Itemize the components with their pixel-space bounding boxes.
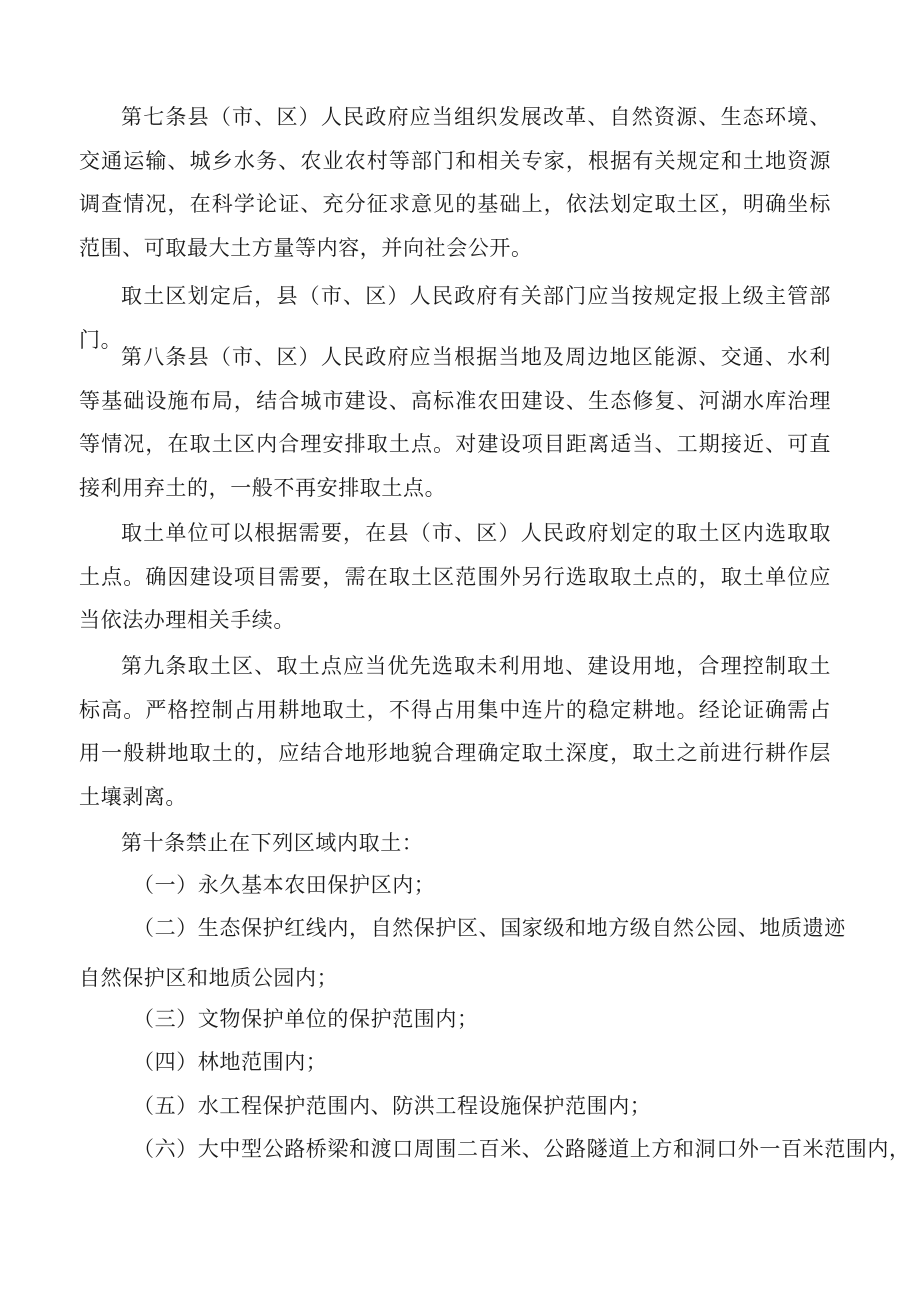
article-10-item-4 — [79, 1041, 839, 1085]
article-10-item-1 — [79, 864, 839, 908]
article-10-item-3 — [79, 998, 839, 1042]
list-item-text: （五）水工程保护范围内、防洪工程设施保护范围内； — [133, 1094, 652, 1118]
list-item-text: （一）永久基本农田保护区内； — [133, 873, 436, 897]
list-item-text: （三）文物保护单位的保护范围内； — [133, 1007, 479, 1031]
article-8-paragraph-1: 第八条县（市、区）人民政府应当根据当地及周边地区能源、交通、水利等基础设施布局，结合城市建设、高标准农田建设、生态修复、河湖水库治理等情况，在取土区内合理安排取土点。对建设项目距离适当、工期接近、可直接利用弃土的，一般不再安排取土点。 — [79, 345, 831, 501]
article-8-paragraph-2: 取土单位可以根据需要，在县（市、区）人民政府划定的取土区内选取取土点。确因建设项目需要，需在取土区范围外另行选取取土点的，取土单位应当依法办理相关手续。 — [79, 521, 831, 633]
article-7-paragraph-2: 取土区划定后，县（市、区）人民政府有关部门应当按规定报上级主管部门。 — [79, 284, 831, 352]
article-9-paragraph-1: 第九条取土区、取土点应当优先选取未利用地、建设用地，合理控制取土标高。严格控制占用耕地取土，不得占用集中连片的稳定耕地。经论证确需占用一般耕地取土的，应结合地形地貌合理确定取土深度，取土之前进行耕作层土壤剥离。 — [79, 654, 831, 810]
list-item-text: （二）生态保护红线内，自然保护区、国家级和地方级自然公园、地质遗迹 — [133, 916, 846, 940]
article-10-item-6 — [79, 1128, 911, 1172]
article-10-item-5 — [79, 1085, 839, 1129]
article-10-intro: 第十条禁止在下列区域内取土： — [121, 831, 424, 855]
article-10-item-2 — [79, 907, 846, 951]
list-item-text: （四）林地范围内； — [133, 1050, 328, 1074]
article-10-item-2-continuation: 自然保护区和地质公园内； — [79, 966, 339, 990]
list-item-text: （六）大中型公路桥梁和渡口周围二百米、公路隧道上方和洞口外一百米范围内， — [133, 1137, 911, 1161]
article-7-paragraph-1: 第七条县（市、区）人民政府应当组织发展改革、自然资源、生态环境、交通运输、城乡水务、农业农村等部门和相关专家，根据有关规定和土地资源调查情况，在科学论证、充分征求意见的基础上，依法划定取土区，明确坐标范围、可取最大土方量等内容，并向社会公开。 — [79, 105, 831, 261]
